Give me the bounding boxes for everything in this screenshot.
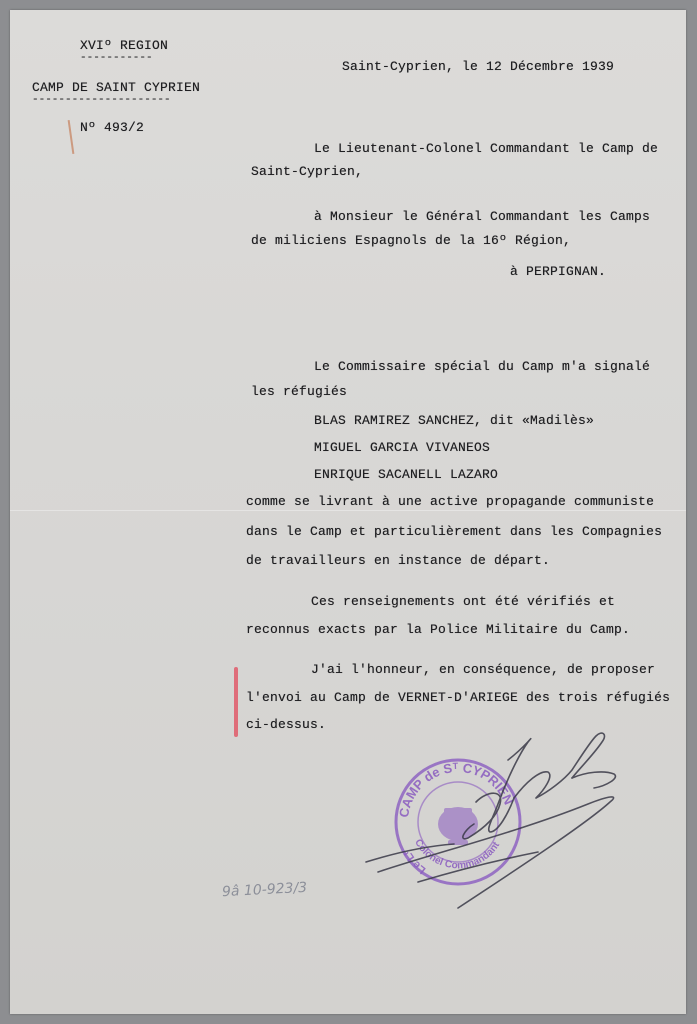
sender-line-1: Le Lieutenant-Colonel Commandant le Camp de: [314, 141, 659, 156]
body-p1-line-3: comme se livrant à une active propagande communiste: [246, 494, 655, 509]
refugee-name-1: BLAS RAMIREZ SANCHEZ, dit «Madilès»: [314, 413, 595, 428]
body-p3-line-1: J'ai l'honneur, en conséquence, de proposer: [311, 662, 656, 677]
stamp-left-text: Le Lᵗ: [402, 848, 429, 877]
recipient-line-2: de miliciens Espagnols de la 16º Région,: [251, 233, 572, 248]
body-p1-line-5: de travailleurs en instance de départ.: [246, 553, 551, 568]
body-p2-line-1: Ces renseignements ont été vérifiés et: [311, 594, 616, 609]
recipient-city: à PERPIGNAN.: [510, 264, 607, 279]
commander-signature: [358, 712, 628, 937]
header-camp-rule: ---------------------: [32, 94, 171, 106]
body-p3-line-3: ci-dessus.: [246, 717, 327, 732]
body-p2-line-2: reconnus exacts par la Police Militaire du Camp.: [246, 622, 631, 637]
archive-reference: 9â 10-923/3: [221, 879, 308, 901]
header-camp: CAMP DE SAINT CYPRIEN: [32, 80, 201, 95]
refugee-name-2: MIGUEL GARCIA VIVANEOS: [314, 440, 491, 455]
document-number: Nº 493/2: [80, 120, 145, 135]
red-margin-mark: [234, 667, 238, 737]
body-p3-line-2: l'envoi au Camp de VERNET-D'ARIEGE des trois réfugiés: [246, 690, 671, 705]
refugee-name-3: ENRIQUE SACANELL LAZARO: [314, 467, 499, 482]
header-region-rule: -----------: [80, 52, 153, 64]
paper-fold-line: [10, 510, 686, 511]
header-region: XVIº REGION: [80, 38, 169, 53]
stamp-top-text: CAMP de Sᵀ CYPRIEN: [396, 759, 517, 819]
body-p1-line-2: les réfugiés: [251, 384, 348, 399]
recipient-line-1: à Monsieur le Général Commandant les Camps: [314, 209, 651, 224]
body-p1-line-1: Le Commissaire spécial du Camp m'a signalé: [314, 359, 651, 374]
signature-icon: [358, 712, 628, 937]
place-date: Saint-Cyprien, le 12 Décembre 1939: [342, 59, 615, 74]
sender-line-2: Saint-Cyprien,: [251, 164, 364, 179]
body-p1-line-4: dans le Camp et particulièrement dans les Compagnies: [246, 524, 663, 539]
stamp-bottom-text: Colonel Commandant: [412, 837, 503, 872]
